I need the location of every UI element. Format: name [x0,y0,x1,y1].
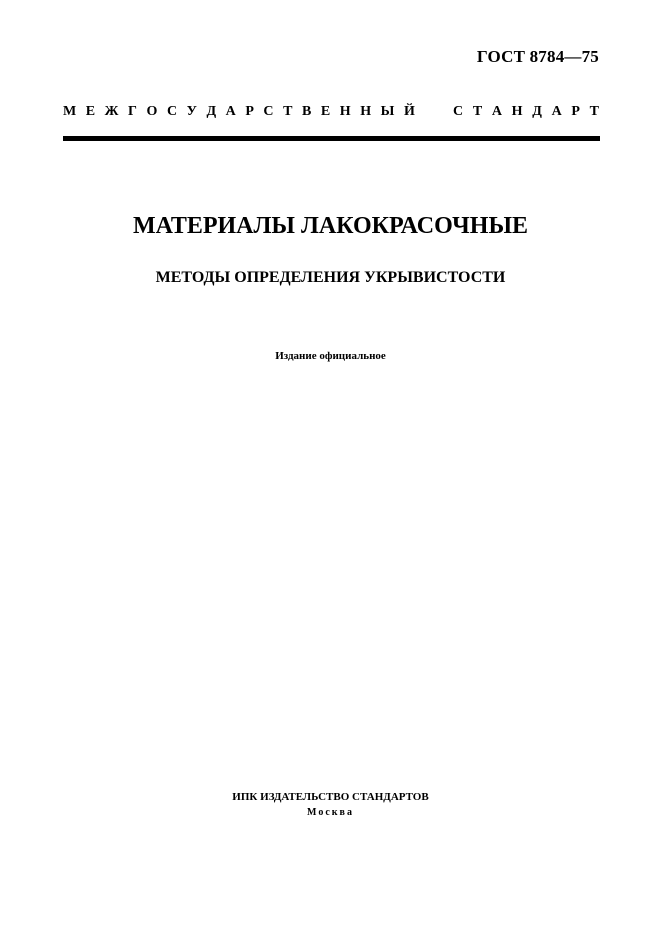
spaced-letter: В [301,104,312,119]
spaced-letter: С [166,104,178,119]
spaced-letter: У [186,104,197,119]
spaced-letter: А [225,104,236,119]
spaced-letter: Н [360,104,372,119]
spaced-letter: Р [571,104,580,119]
spaced-letter: Г [128,104,137,119]
spaced-letter: Е [320,104,331,119]
standard-type [63,104,599,120]
spaced-letter: Н [511,104,523,119]
spaced-letter: Т [472,104,483,119]
spaced-letter: А [551,104,562,119]
spaced-letter: Е [85,104,96,119]
standard-type-word-standard [453,104,599,120]
spaced-letter: А [491,104,502,119]
spaced-letter: С [263,104,274,119]
publisher-city: Москва [307,807,354,818]
spaced-letter: О [146,104,158,119]
header-divider [63,136,600,141]
spaced-letter: Ж [104,104,119,119]
spaced-letter: Д [206,104,217,119]
standard-number: ГОСТ 8784—75 [476,47,599,66]
publisher-name: ИПК ИЗДАТЕЛЬСТВО СТАНДАРТОВ [232,791,429,803]
spaced-letter: Й [403,104,415,119]
spaced-letter: Р [245,104,254,119]
spaced-letter: М [63,104,77,119]
spaced-letter: Д [532,104,542,119]
document-subtitle: МЕТОДЫ ОПРЕДЕЛЕНИЯ УКРЫВИСТОСТИ [155,269,506,286]
spaced-letter: Т [283,104,293,119]
standard-type-word-interstate [63,104,415,120]
spaced-letter: Т [589,104,599,119]
spaced-letter: Н [339,104,351,119]
edition-note: Издание официальное [275,350,386,362]
document-title: МАТЕРИАЛЫ ЛАКОКРАСОЧНЫЕ [132,213,529,239]
spaced-letter: Ы [380,104,395,119]
spaced-letter: С [453,104,464,119]
